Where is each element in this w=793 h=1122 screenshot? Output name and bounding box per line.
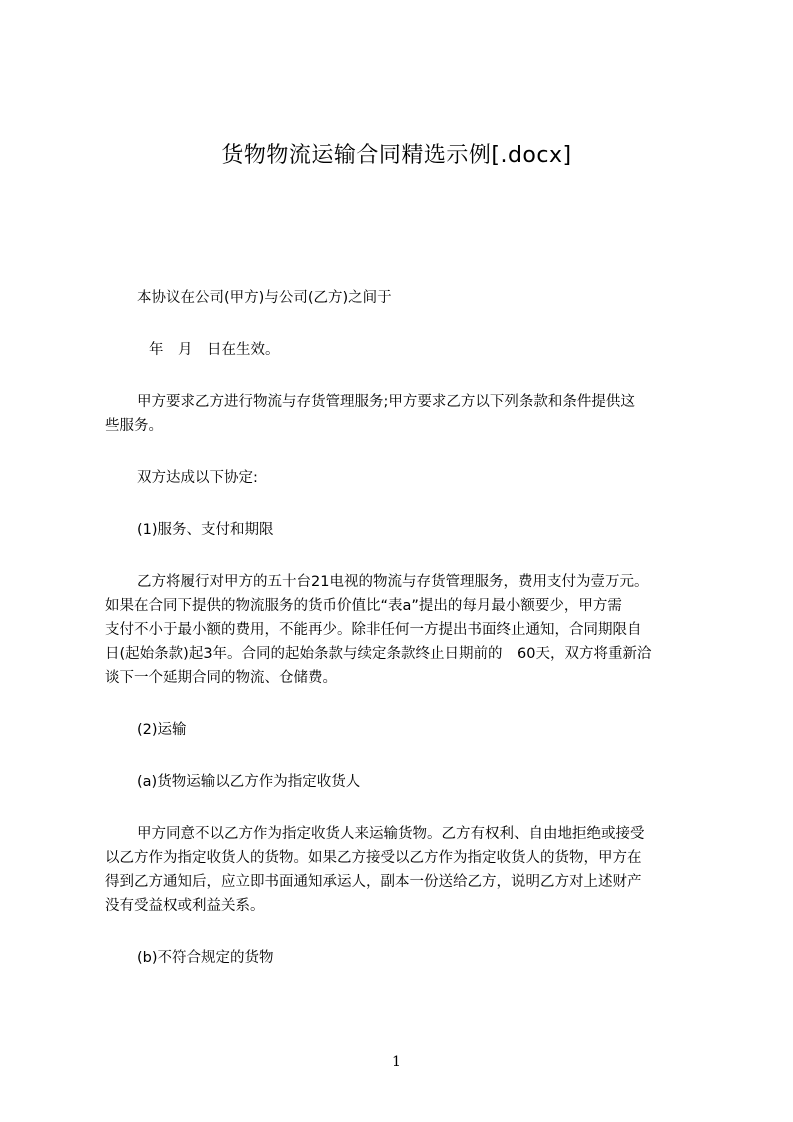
text-line: 甲方同意不以乙方作为指定收货人来运输货物。乙方有权利、自由地拒绝或接受	[137, 826, 645, 842]
text-line: (a)货物运输以乙方作为指定收货人	[137, 774, 361, 790]
document-body	[105, 286, 701, 998]
paragraph-effective-date	[105, 338, 701, 362]
paragraph-consignee-terms	[105, 822, 701, 918]
section-heading-services-payment-term	[105, 518, 701, 542]
document-title: 货物物流运输合同精选示例[.docx]	[221, 143, 572, 168]
text-line: 年 月 日在生效。	[149, 342, 280, 358]
paragraph-service-request	[105, 390, 701, 438]
text-line: 双方达成以下协定:	[137, 470, 258, 486]
text-line: (1)服务、支付和期限	[137, 522, 274, 538]
text-line: 乙方将履行对甲方的五十台21电视的物流与存货管理服务，费用支付为壹万元。	[137, 574, 649, 590]
text-line: 支付不小于最小额的费用，不能再少。除非任何一方提出书面终止通知，合同期限自	[105, 622, 642, 638]
page-number: 1	[392, 1054, 401, 1070]
text-line: (2)运输	[137, 722, 187, 738]
text-line: 甲方要求乙方进行物流与存货管理服务;甲方要求乙方以下列条款和条件提供这	[137, 394, 635, 410]
section-heading-transport	[105, 718, 701, 742]
text-line: 本协议在公司(甲方)与公司(乙方)之间于	[137, 290, 392, 306]
subsection-heading-consignee	[105, 770, 701, 794]
text-line: 日(起始条款)起3年。合同的起始条款与续定条款终止日期前的 60天，双方将重新洽	[105, 646, 652, 662]
text-line: 些服务。	[105, 418, 163, 434]
paragraph-agreement-intro	[105, 466, 701, 490]
text-line: 以乙方作为指定收货人的货物。如果乙方接受以乙方作为指定收货人的货物，甲方在	[105, 850, 642, 866]
subsection-heading-nonconforming-goods	[105, 946, 701, 970]
text-line: 如果在合同下提供的物流服务的货币价值比“表a”提出的每月最小额要少，甲方需	[105, 598, 622, 614]
text-line: 得到乙方通知后，应立即书面通知承运人，副本一份送给乙方，说明乙方对上述财产	[105, 874, 642, 890]
text-line: (b)不符合规定的货物	[137, 950, 274, 966]
text-line: 没有受益权或利益关系。	[105, 898, 265, 914]
text-line: 谈下一个延期合同的物流、仓储费。	[105, 670, 337, 686]
paragraph-agreement-parties	[105, 286, 701, 310]
paragraph-services-payment-term	[105, 570, 701, 690]
